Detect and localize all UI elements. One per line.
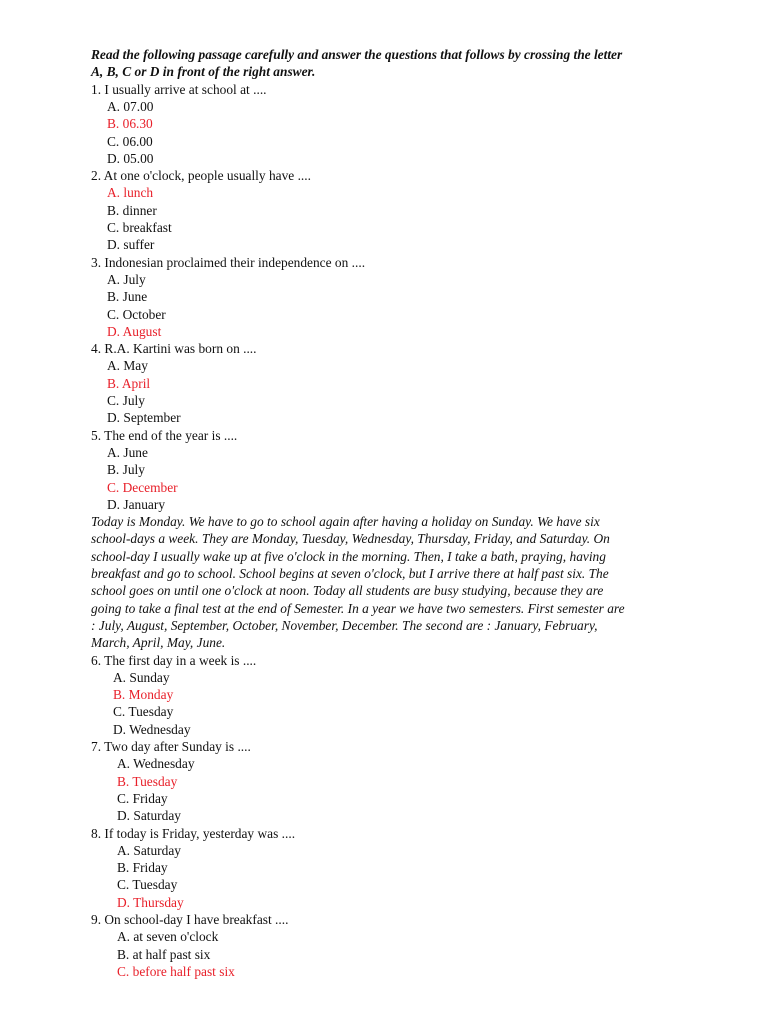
answer-option: B. Friday: [117, 860, 168, 876]
answer-option: B. dinner: [107, 202, 157, 218]
correct-answer-option: C. before half past six: [117, 963, 235, 979]
answer-option: A. June: [107, 444, 148, 460]
correct-answer-option: B. 06.30: [107, 116, 153, 132]
answer-option: B. July: [107, 462, 145, 478]
answer-option: A. July: [107, 271, 146, 287]
question-text: 4. R.A. Kartini was born on ....: [91, 341, 257, 357]
question-text: 7. Two day after Sunday is ....: [91, 739, 251, 754]
passage-line: March, April, May, June.: [91, 635, 226, 651]
answer-option: D. January: [107, 496, 166, 512]
answer-option: A. May: [107, 358, 148, 374]
correct-answer-option: B. Tuesday: [117, 773, 178, 789]
correct-answer-option: A. lunch: [107, 185, 154, 201]
answer-option: D. Wednesday: [113, 721, 191, 737]
answer-option: D. September: [107, 410, 181, 426]
correct-answer-option: D. Thursday: [117, 894, 184, 910]
answer-option: A. Sunday: [113, 669, 170, 685]
answer-option: D. suffer: [107, 237, 155, 253]
passage-line: school-days a week. They are Monday, Tuesday, Wednesday, Thursday, Friday, and Saturday. On: [91, 531, 610, 547]
answer-option: B. at half past six: [117, 946, 211, 962]
answer-option: A. Wednesday: [117, 756, 195, 772]
correct-answer-option: B. April: [107, 375, 151, 391]
answer-option: D. Saturday: [117, 808, 181, 824]
answer-option: A. 07.00: [107, 98, 154, 114]
question-text: 5. The end of the year is ....: [91, 427, 238, 443]
answer-option: C. October: [107, 306, 166, 322]
correct-answer-option: B. Monday: [113, 687, 174, 703]
question-text: 1. I usually arrive at school at ....: [91, 81, 267, 97]
correct-answer-option: D. August: [107, 323, 162, 339]
passage-line: breakfast and go to school. School begins at seven o'clock, but I arrive there at half past six. The: [91, 566, 609, 581]
answer-option: C. Tuesday: [113, 704, 174, 720]
passage-line: school-day I usually wake up at five o'clock in the morning. Then, I take a bath, praying, having: [91, 548, 606, 564]
answer-option: A. at seven o'clock: [117, 929, 219, 945]
passage-line: : July, August, September, October, November, December. The second are : January, February,: [91, 617, 598, 633]
answer-option: C. breakfast: [107, 220, 172, 235]
answer-option: B. June: [107, 289, 148, 305]
answer-option: C. 06.00: [107, 133, 153, 149]
correct-answer-option: C. December: [107, 479, 178, 495]
answer-option: C. Friday: [117, 790, 168, 806]
answer-option: D. 05.00: [107, 150, 154, 166]
answer-option: C. July: [107, 393, 145, 408]
passage-line: Today is Monday. We have to go to school again after having a holiday on Sunday. We have six: [91, 514, 600, 530]
passage-line: going to take a final test at the end of Semester. In a year we have two semesters. First semester are: [91, 600, 625, 616]
question-text: 2. At one o'clock, people usually have ....: [91, 168, 311, 184]
instruction-line: Read the following passage carefully and answer the questions that follows by crossing the letter: [91, 47, 623, 62]
question-text: 6. The first day in a week is ....: [91, 652, 257, 668]
instruction-line: A, B, C or D in front of the right answer.: [91, 64, 316, 80]
answer-option: C. Tuesday: [117, 877, 178, 893]
passage-line: school goes on until one o'clock at noon. Today all students are busy studying, because they are: [91, 583, 604, 599]
question-text: 8. If today is Friday, yesterday was ....: [91, 825, 296, 841]
answer-option: A. Saturday: [117, 842, 181, 858]
question-text: 3. Indonesian proclaimed their independence on ....: [91, 254, 366, 270]
question-text: 9. On school-day I have breakfast ....: [91, 912, 289, 927]
